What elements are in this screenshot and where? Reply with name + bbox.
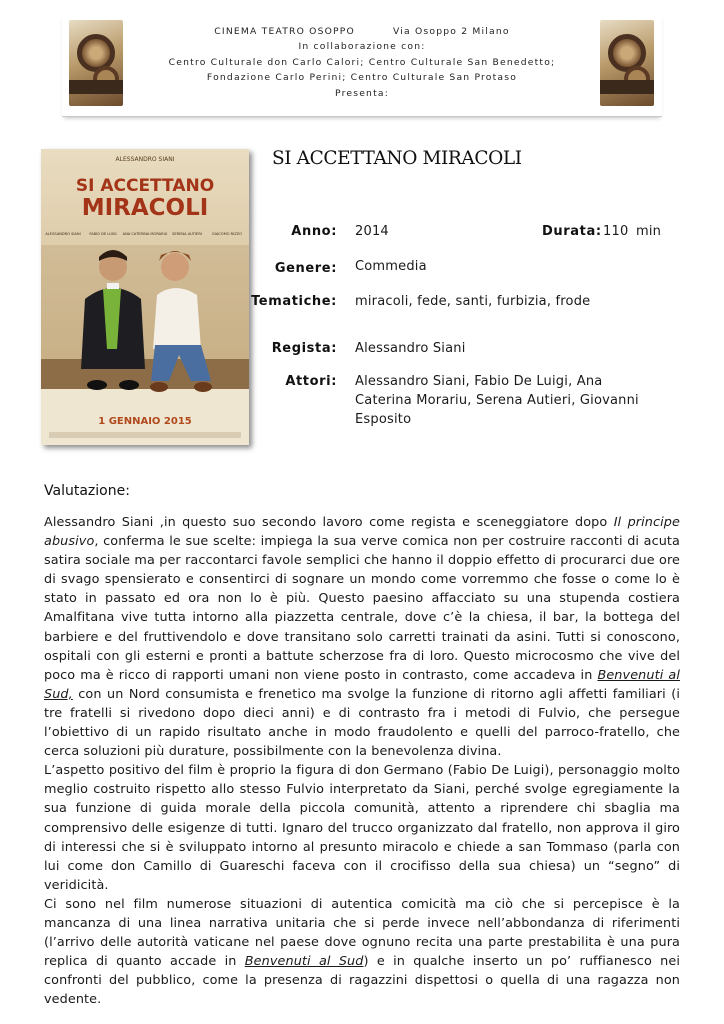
movie-poster [41,149,249,445]
header-text [162,24,562,101]
poster-cast-2: FABIO DE LUIGI [89,232,117,236]
regista-label: Regista: [271,341,337,356]
poster-top-name: ALESSANDRO SIANI [115,156,175,163]
durata-value: 110 [603,224,629,239]
poster-cast-1: ALESSANDRO SIANI [45,232,81,236]
film-reference-benvenuti-al-sud: Benvenuti al Sud, [44,667,680,702]
regista-value: Alessandro Siani [355,341,466,356]
header-line-3: Centro Culturale don Carlo Calori; Centro Culturale San Benedetto; [168,56,556,68]
header-line-5: Presenta: [335,87,389,99]
header-line-2: In collaborazione con: [298,41,426,53]
film-reel-image-right [600,20,654,106]
review-paragraph-1 [44,513,680,761]
poster-cast-3: ANA CATERINA MORARIU [122,232,168,236]
poster-cast-4: SERENA AUTIERI [172,232,202,236]
poster-title-line-1: SI ACCETTANO [75,176,215,196]
attori-value: Alessandro Siani, Fabio De Luigi, Ana Caterina Morariu, Serena Autieri, Giovanni Esposito [355,374,639,427]
film-reference-benvenuti-al-sud-2: Benvenuti al Sud [244,954,364,970]
film-title: SI ACCETTANO MIRACOLI [272,148,522,169]
genere-value: Commedia [355,259,427,274]
anno-label: Anno: [291,224,337,239]
poster-cast-5: GIACOMO RIZZO [212,232,242,236]
review-paragraph-3 [44,895,680,1010]
attori-label: Attori: [285,374,337,389]
review-p1-text-c: con un Nord consumista e frenetico ma svolge la funzione di ritorno agli affetti familiari (i tre fratelli si rivedono dopo dieci anni) e di contrasto fra i metodi di Fulvio, che persegue l’obiettivo di un rapido risultato anche in modo fraudolento e quelli del parroco-fratello, che cerca soluzioni più durature, possibilmente con la benevolenza divina. [44,686,680,760]
genere-label: Genere: [274,261,337,276]
header-line-1 [162,24,562,39]
poster-logos-strip [49,432,241,438]
review-paragraph-2: L’aspetto positivo del film è proprio la figura di don Germano (Fabio De Luigi), personaggio molto meglio costruito rispetto allo stesso Fulvio interpretato da Siani, perché svolge egregiamente la sua funzione di guida morale della piccola comunità, attento a riprendere chi sbaglia ma comprensivo delle esigenze di tutti. Ignaro del trucco organizzato dal fratello, non approva il giro di interessi che si è sviluppato intorno al presunto miracolo e chiede a san Tommaso (parla con lui come don Camillo di Guareschi faceva con il crocifisso della sua chiesa) un “segno” di veridicità. [44,763,680,893]
film-reference-principe-abusivo: Il principe abusivo [44,515,681,550]
review-p1-text-b: , conferma le sue scelte: impiega la sua verve comica non per costruire racconti di acuta satira sociale ma per raccontarci favole semplici che hanno il doppio effetto di procurarci due ore di svago spensierato e consentirci di sognare un mondo come vorremmo che fosse o come lo è stato in passato ed ora non lo è più. Questo paesino affacciato su una stupenda costiera Amalfitana vive tutta intorno alla piazzetta centrale, dove c’è la chiesa, il bar, la bottega del barbiere e del fruttivendolo e dove transitano solo carretti trainati da asini. Tutti si conoscono, ospitali con gli esterni e pronti a battute scherzose fra di loro. Questo microcosmo che vive del poco ma è ricco di rapporti umani non viene posto in contrasto, come accadeva in [44,534,680,683]
header-line-4: Fondazione Carlo Perini; Centro Culturale San Protaso [206,72,518,84]
film-reel-image-left [69,20,123,106]
tematiche-value: miracoli, fede, santi, furbizia, frode [355,294,591,309]
poster-release-date: 1 GENNAIO 2015 [98,416,192,427]
review-heading: Valutazione: [44,483,130,499]
anno-value: 2014 [355,224,389,239]
cinema-name: CINEMA TEATRO OSOPPO [214,26,355,37]
review-p1-text-a: Alessandro Siani ,in questo suo secondo lavoro come regista e sceneggiatore dopo [44,515,614,530]
durata-label: Durata: [542,224,602,239]
durata-unit: min [636,224,662,239]
cinema-address: Via Osoppo 2 Milano [392,26,510,37]
poster-title-line-2: MIRACOLI [81,195,209,221]
review-body [44,513,680,1009]
tematiche-label: Tematiche: [251,294,337,309]
page-header [62,14,662,117]
review-p3-text-b: ) e in qualche inserto un po’ ruffianesco nei confronti del pubblico, come la presenza di ragazzini dispettosi o quella di una ragazza non vedente. [44,954,680,1008]
review-p3-text-a: Ci sono nel film numerose situazioni di autentica comicità ma ciò che si percepisce è la mancanza di una linea narrativa unitaria che si perde invece nell’abbondanza di riferimenti (l’arrivo delle autorità vaticane nel paese dove ognuno recita una parte prestabilita è una pura replica di quanto accade in [44,896,680,970]
